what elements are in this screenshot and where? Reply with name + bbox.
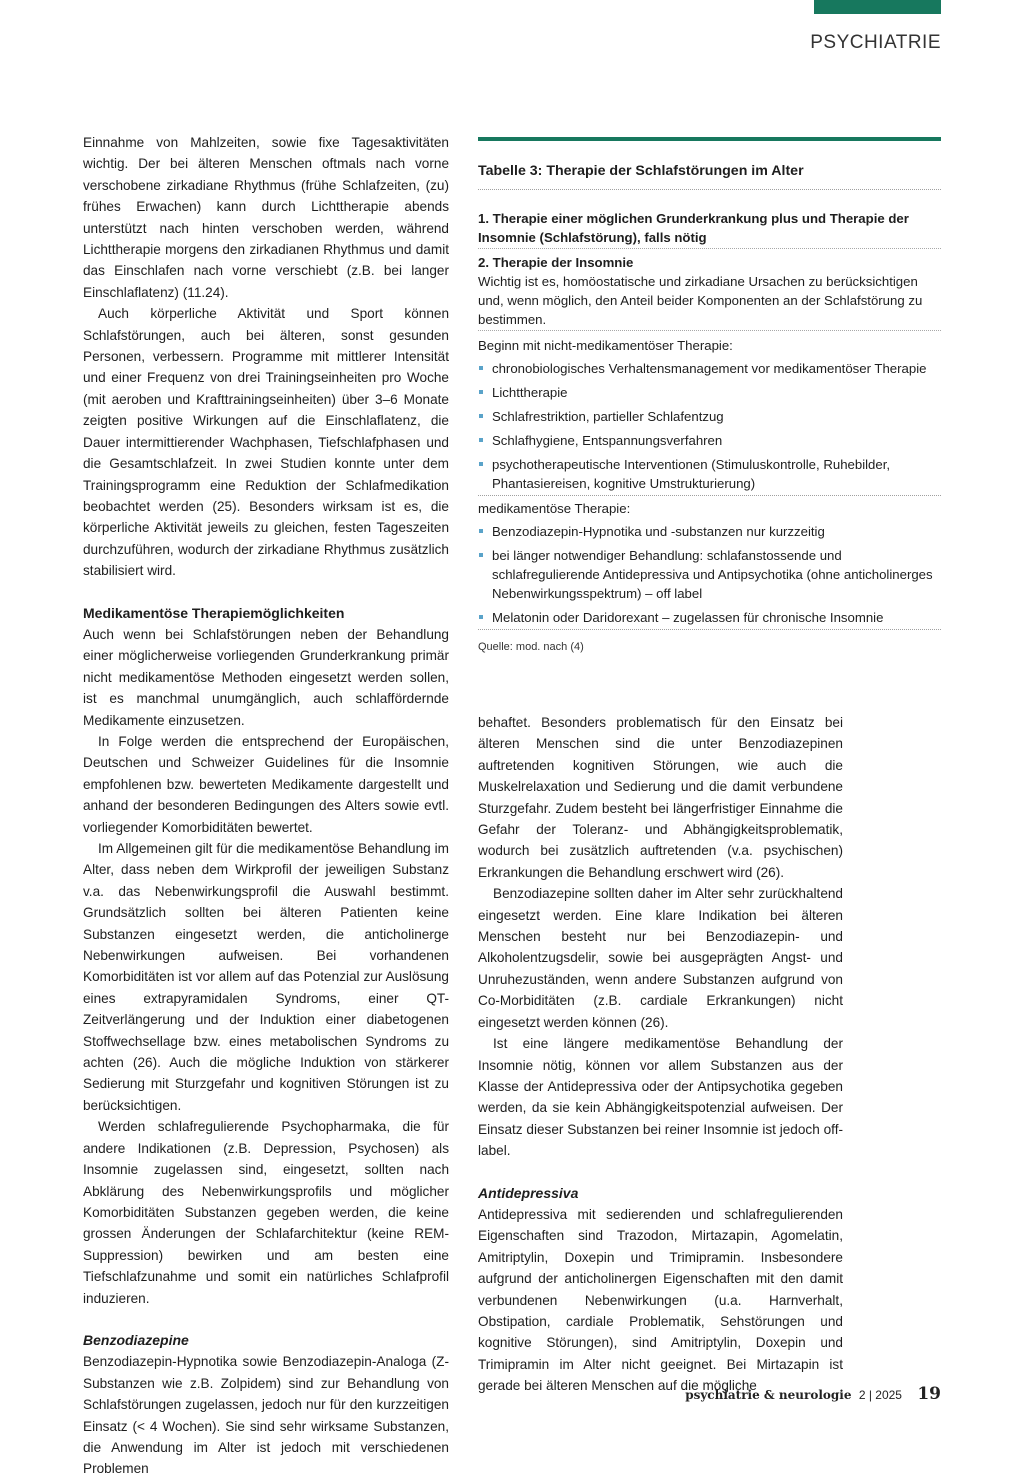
paragraph: Einnahme von Mahlzeiten, sowie fixe Tagesaktivitäten wichtig. Der bei älteren Menschen oftmals nach vorne verschobene zirkadiane Rhythmus (frühe Schlafzeiten, (zu) frühes Erwachen) kann durch Lichttherapie abends unterstützt nach hinten verschoben werden, während Lichttherapie morgens den zirkadianen Rhythmus und damit das Einschlafen nach vorne verschiebt (z.B. bei langer Einschlaflatenz) (11.24).	[83, 135, 449, 300]
section-label: PSYCHIATRIE	[810, 32, 941, 53]
bullet-icon	[479, 553, 483, 557]
list-item: Schlafhygiene, Entspannungsverfahren	[478, 431, 941, 450]
paragraph: Ist eine längere medikamentöse Behandlung der Insomnie nötig, können vor allem Substanzen aus der Klasse der Antidepressiva oder der Antipsychotika gegeben werden, da sie kein Abhängigkeitspotenzial aufweisen. Der Einsatz dieser Substanzen bei reiner Insomnie ist jedoch off-label.	[478, 1036, 843, 1159]
header-accent-bar	[814, 0, 941, 14]
table-row	[478, 249, 941, 331]
row-title: 2. Therapie der Insomnie	[478, 255, 634, 270]
table-top-rule	[478, 137, 941, 141]
left-column	[83, 132, 449, 1480]
paragraph: Benzodiazepin-Hypnotika sowie Benzodiazepin-Analoga (Z-Substanzen wie z.B. Zolpidem) sind zur Behandlung von Schlafstörungen zugelassen, jedoch nur für den kurzzeitigen Einsatz (< 4 Wochen). Sie sind sehr wirksame Substanzen, die Anwendung im Alter ist jedoch mit verschiedenen Problemen	[83, 1354, 449, 1477]
page-footer	[685, 1384, 941, 1404]
subsection-heading: Benzodiazepine	[83, 1331, 189, 1348]
bullet-icon	[479, 366, 483, 370]
issue-label: 2 | 2025	[858, 1388, 902, 1402]
journal-name: psychiatrie & neurologie	[685, 1388, 852, 1402]
paragraph: Auch wenn bei Schlafstörungen neben der Behandlung einer möglicherweise vorliegenden Grunderkrankung primär nicht medikamentöse Methoden eingesetzt werden sollen, ist es manchmal unumgänglich, auch schlaffördernde Medikamente einzusetzen.	[83, 626, 449, 728]
list-item: Schlafrestriktion, partieller Schlafentzug	[478, 407, 941, 426]
section-heading: Medikamentöse Therapiemöglichkeiten	[83, 604, 345, 621]
list-item: bei länger notwendiger Behandlung: schlafanstossende und schlafregulierende Antidepressiva und Antipsychotika (ohne anticholinerges Nebenwirkungsspektrum) – off label	[478, 546, 941, 603]
paragraph: behaftet. Besonders problematisch für den Einsatz bei älteren Menschen sind die unter Benzodiazepinen auftretenden kognitiven Störungen, wie auch die Muskelrelaxation und Sedierung und die damit verbundene Sturzgefahr. Zudem besteht bei längerfristiger Einnahme die Gefahr der Toleranz- und Abhängigkeitsproblematik, wodurch bei zusätzlich auftretenden (v.a. psychischen) Erkrankungen die Behandlung erschwert wird (26).	[478, 715, 843, 880]
paragraph: In Folge werden die entsprechend der Europäischen, Deutschen und Schweizer Guidelines für die Insomnie empfohlenen bzw. bewerteten Medikamente dargestellt und anhand der besonderen Bedingungen des Alters sowie evtl. vorliegender Komorbiditäten bewertet.	[83, 733, 449, 835]
paragraph: Im Allgemeinen gilt für die medikamentöse Behandlung im Alter, dass neben dem Wirkprofil der jeweiligen Substanz v.a. das Nebenwirkungsprofil die Auswahl bestimmt. Grundsätzlich sollten bei älteren Patienten keine Substanzen eingesetzt werden, die anticholinerge Nebenwirkungen aufweisen. Bei vorhandenen Komorbiditäten ist vor allem auf das Potenzial zur Auslösung eines extrapyramidalen Syndroms, einer QT-Zeitverlängerung und der Induktion einer diabetogenen Stoffwechsellage bzw. eines metabolischen Syndroms zu achten (26). Auch die mögliche Induktion von stärkerer Sedierung mit Sturzgefahr und kognitiven Störungen ist zu berücksichtigen.	[83, 841, 449, 1113]
nonmed-title: Beginn mit nicht-medikamentöser Therapie:	[478, 338, 733, 353]
table-source: Quelle: mod. nach (4)	[478, 641, 584, 653]
table-row	[478, 331, 941, 495]
list-item: Benzodiazepin-Hypnotika und -substanzen nur kurzzeitig	[478, 522, 941, 541]
bullet-icon	[479, 529, 483, 533]
table-title: Tabelle 3: Therapie der Schlafstörungen im Alter	[478, 163, 804, 179]
right-column	[478, 712, 843, 1397]
subsection-heading: Antidepressiva	[478, 1184, 579, 1201]
row-text: Wichtig ist es, homöostatische und zirkadiane Ursachen zu berücksichtigen und, wenn möglich, den Anteil beider Komponenten an der Schlafstörung zu bestimmen.	[478, 274, 923, 327]
list-item: Lichttherapie	[478, 383, 941, 402]
med-title: medikamentöse Therapie:	[478, 501, 631, 516]
list-item: Melatonin oder Daridorexant – zugelassen für chronische Insomnie	[478, 608, 941, 627]
paragraph: Benzodiazepine sollten daher im Alter sehr zurückhaltend eingesetzt werden. Eine klare Indikation bei älteren Menschen besteht nur bei Benzodiazepin- und Alkoholentzugsdelir, sowie bei ausgeprägten Angst- und Unruhezuständen, wenn andere Substanzen aufgrund von Co-Morbiditäten (z.B. cardiale Erkrankungen) nicht eingesetzt werden können (26).	[478, 886, 843, 1030]
list-item: chronobiologisches Verhaltensmanagement vor medikamentöser Therapie	[478, 359, 941, 378]
bullet-icon	[479, 615, 483, 619]
bullet-icon	[479, 390, 483, 394]
bullet-icon	[479, 438, 483, 442]
paragraph: Antidepressiva mit sedierenden und schlafregulierenden Eigenschaften sind Trazodon, Mirtazapin, Agomelatin, Amitriptylin, Doxepin und Trimipramin. Insbesondere aufgrund der anticholinergen Eigenschaften mit den damit verbundenen Nebenwirkungen (u.a. Harnverhalt, Obstipation, cardiale Problematik, Sehstörungen und kognitive Störungen), sind Amitriptylin, Doxepin und Trimipramin im Alter nicht geeignet. Bei Mirtazapin ist gerade bei älteren Menschen auf die mögliche	[478, 1206, 843, 1394]
list-item: psychotherapeutische Interventionen (Stimuluskontrolle, Ruhebilder, Phantasiereisen, kognitive Umstrukturierung)	[478, 455, 941, 493]
therapy-table	[478, 137, 941, 657]
page-number: 19	[917, 1384, 941, 1404]
table-row	[478, 208, 941, 249]
bullet-icon	[479, 462, 483, 466]
row-title: 1. Therapie einer möglichen Grunderkrankung plus und Therapie der Insomnie (Schlafstörung), falls nötig	[478, 211, 909, 245]
table-row	[478, 496, 941, 629]
paragraph: Werden schlafregulierende Psychopharmaka, die für andere Indikationen (z.B. Depression, Psychosen) als Insomnie zugelassen sind, eingesetzt, sollten nach Abklärung des Nebenwirkungsprofils und möglicher Komorbiditäten Substanzen gegeben werden, die keine grossen Änderungen der Schlafarchitektur (keine REM-Suppression) bewirken und am besten eine Tiefschlafzunahme und somit ein natürliches Schlafprofil induzieren.	[83, 1119, 449, 1306]
paragraph: Auch körperliche Aktivität und Sport können Schlafstörungen, auch bei älteren, sonst gesunden Personen, verbessern. Programme mit mittlerer Intensität und einer Frequenz von drei Trainingseinheiten pro Woche (mit aeroben und Krafttrainingseinheiten) über 3–6 Monate zeigten positive Wirkungen auf die Einschlaflatenz, die Dauer intermittierender Wachphasen, Tiefschlafphasen und die Gesamtschlafzeit. In zwei Studien konnte unter dem Trainingsprogramm eine Reduktion der Schlafmedikation beobachtet werden (25). Besonders wirksam ist es, die körperliche Aktivität jeweils zu gleichen, festen Tageszeiten durchzuführen, wodurch der zirkadiane Rhythmus zusätzlich stabilisiert wird.	[83, 306, 449, 579]
bullet-icon	[479, 414, 483, 418]
